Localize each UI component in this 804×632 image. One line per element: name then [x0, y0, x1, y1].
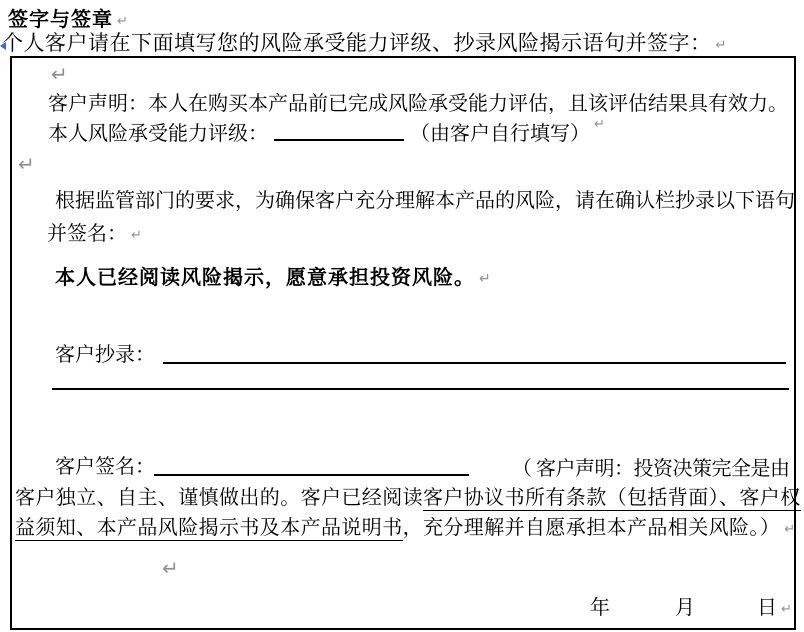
margin-anchor-icon: [0, 42, 6, 50]
paragraph-mark-icon: ↵: [162, 556, 179, 580]
signature-note-line2-underlined: 客户协议书所有条款（包括背面）、客户权: [423, 487, 801, 509]
section-heading-text: 签字与签章: [8, 9, 113, 31]
paragraph-mark-icon: ↵: [18, 152, 35, 176]
client-transcription-blank-line2: [52, 366, 789, 390]
regulation-text-line2: [47, 217, 142, 246]
signature-note-line3: [15, 511, 795, 540]
paragraph-mark-icon: ↵: [117, 14, 128, 29]
risk-rating-label: 本人风险承受能力评级：: [48, 123, 268, 145]
instruction-line: [2, 27, 726, 57]
date-day-row: [757, 591, 792, 620]
signature-note-lead: （ 客户声明：投资决策完全是由: [512, 458, 790, 480]
paragraph-mark-icon: ↵: [781, 602, 792, 617]
client-transcription-row: [55, 338, 786, 367]
client-statement-line: 客户声明：本人在购买本产品前已完成风险承受能力评估，且该评估结果具有效力。: [48, 93, 788, 115]
client-signature-blank-field: [154, 450, 469, 476]
risk-rating-line: [48, 117, 605, 146]
client-transcription-label: 客户抄录：: [55, 344, 155, 366]
date-month-label: 月: [675, 597, 695, 619]
date-year-label: 年: [590, 597, 610, 619]
signature-note-line2-plain: 客户独立、自主、谨慎做出的。客户已经阅读: [15, 487, 423, 509]
client-signature-label: 客户签名：: [55, 456, 155, 478]
risk-rating-blank-field: [274, 117, 404, 141]
risk-acknowledgement-statement: [55, 261, 491, 290]
paragraph-mark-icon: ↵: [51, 62, 68, 86]
regulation-text-line1: 根据监管部门的要求，为确保客户充分理解本产品的风险，请在确认栏抄录以下语句: [55, 190, 795, 212]
risk-acknowledgement-text: 本人已经阅读风险揭示，愿意承担投资风险。: [55, 267, 475, 289]
signature-form-box: [10, 56, 801, 630]
signature-note-line3-underlined: 益须知、本产品风险揭示书及本产品说明书: [15, 517, 403, 539]
signature-note-line3-plain: ，充分理解并自愿承担本产品相关风险。）: [402, 517, 781, 539]
risk-rating-note: （由客户自行填写）: [410, 123, 590, 145]
paragraph-mark-icon: ↵: [479, 271, 491, 287]
paragraph-mark-icon: ↵: [131, 228, 142, 243]
paragraph-mark-icon: ↵: [594, 117, 605, 132]
paragraph-mark-icon: ↵: [715, 38, 727, 53]
paragraph-mark-icon: ↵: [784, 522, 796, 537]
date-day-label: 日: [757, 597, 777, 619]
instruction-text: 个人客户请在下面填写您的风险承受能力评级、抄录风险揭示语句并签字：: [2, 31, 712, 55]
regulation-text-line2-text: 并签名：: [47, 223, 127, 245]
signature-note-line2: [15, 481, 801, 510]
client-transcription-blank-line1: [163, 338, 786, 364]
